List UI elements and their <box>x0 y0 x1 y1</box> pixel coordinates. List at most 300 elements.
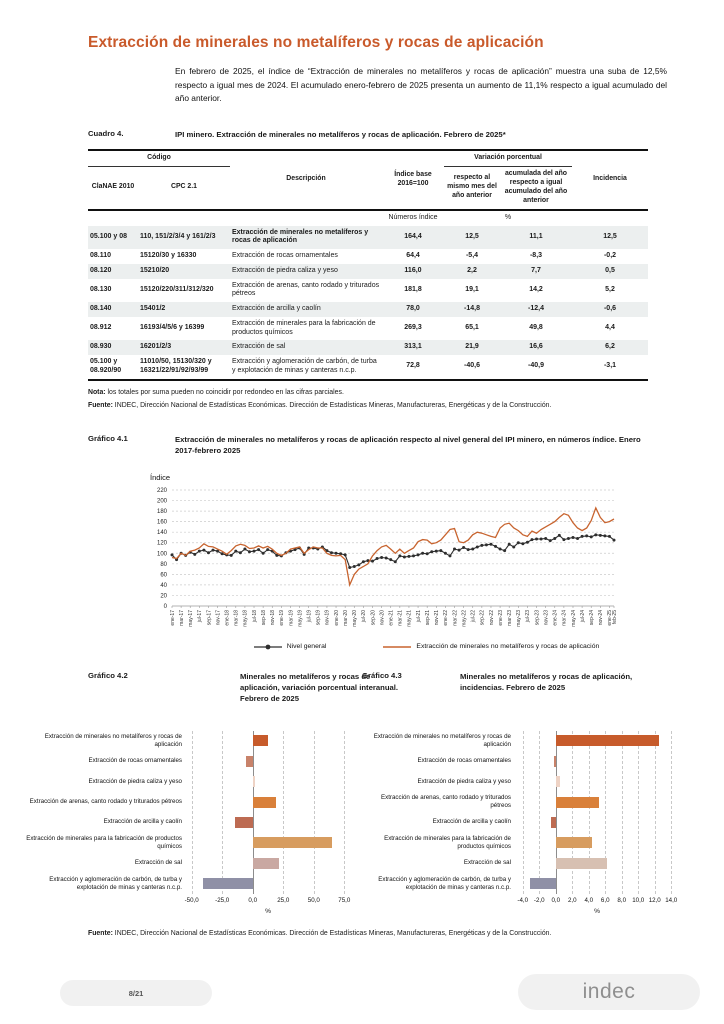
x-tick-label: sep-24 <box>589 609 596 625</box>
nivel-general-marker <box>421 551 424 554</box>
table-cell: 08.140 <box>90 305 112 313</box>
table-cell: -3,1 <box>603 362 617 370</box>
bar-category-label: Extracción de minerales para la fabricación de productos químicos <box>26 835 182 850</box>
table-cell: 2,2 <box>467 266 477 274</box>
table-cell: 16193/4/5/6 y 16399 <box>140 324 205 332</box>
nivel-general-marker <box>476 545 479 548</box>
x-tick-label: nov-21 <box>434 609 441 625</box>
bar-category-label: Extracción y aglomeración de carbón, de turba y explotación de minas y canteras n.c.p. <box>378 875 511 891</box>
nivel-general-marker <box>248 550 251 553</box>
nivel-general-marker <box>585 534 588 537</box>
x-tick-label: mar-17 <box>178 609 185 626</box>
nivel-general-marker <box>371 559 374 562</box>
bar-chart-plot <box>517 731 677 923</box>
x-tick-label: jul-17 <box>197 609 204 622</box>
x-tick-label: mar-23 <box>506 609 513 626</box>
charts-source: Fuente: INDEC, Dirección Nacional de Estadísticas Económicas. Dirección de Estadísticas Mineras, Manufactureras, Energéticas y de la Construcción. <box>88 929 552 937</box>
line-chart-legend <box>146 643 706 651</box>
nivel-general-marker <box>594 533 597 536</box>
x-tick-label: ene-20 <box>333 609 340 626</box>
x-tick-label: may-22 <box>461 609 468 627</box>
bar-category-label: Extracción de piedra caliza y yeso <box>88 777 182 785</box>
table-cell: 12,5 <box>465 232 479 240</box>
table-source: Fuente: INDEC, Dirección Nacional de Estadísticas Económicas. Dirección de Estadísticas Mineras, Manufactureras, Energéticas y de la Construcción. <box>88 401 552 409</box>
nivel-general-marker <box>549 539 552 542</box>
table-cell: Extracción de rocas ornamentales <box>232 252 338 260</box>
indec-logo-text: indec <box>582 980 636 1003</box>
table-units-row <box>88 210 648 226</box>
bar <box>554 756 556 767</box>
gridline <box>638 731 639 894</box>
x-tick-label: nov-23 <box>543 609 550 625</box>
nivel-general-marker <box>239 551 242 554</box>
bar-category-label: Extracción de arcilla y caolín <box>432 818 511 826</box>
nivel-general-marker <box>407 555 410 558</box>
bar-chart-variacion <box>22 731 351 923</box>
x-tick-label: may-19 <box>297 609 304 627</box>
nivel-general-marker <box>467 548 470 551</box>
line-chart-y-axis-title: Índice <box>150 472 171 482</box>
x-tick-label: ene-25 <box>607 609 614 626</box>
y-tick-label: 80 <box>160 561 167 568</box>
table-cell: 65,1 <box>465 324 479 332</box>
x-axis-title: % <box>265 907 271 915</box>
grafico-4-1-title: Extracción de minerales no metalíferos y rocas de aplicación respecto al nivel general del IPI minero, en números índice. Enero 2017-febrero 2025 <box>175 435 641 456</box>
table-cell: 4,4 <box>605 324 615 332</box>
gridline <box>192 731 193 894</box>
nivel-general-marker <box>530 538 533 541</box>
grafico-4-3-title: Minerales no metalíferos y rocas de aplicación, incidencias. Febrero de 2025 <box>460 671 633 692</box>
x-tick-label: may-17 <box>188 609 195 627</box>
bar <box>551 817 556 828</box>
bar-chart-labels <box>362 731 517 923</box>
table-cell: 16,6 <box>529 343 543 351</box>
x-tick-label: jul-20 <box>361 609 368 622</box>
table-cell: 08.120 <box>90 266 112 274</box>
nivel-general-marker <box>417 553 420 556</box>
bar-category-label: Extracción de minerales para la fabricación de productos químicos <box>384 835 511 850</box>
page-number-badge <box>60 980 212 1006</box>
nivel-general-marker <box>448 554 451 557</box>
x-tick-label: ene-24 <box>552 609 559 626</box>
y-tick-label: 60 <box>160 571 167 578</box>
graficos-4-2-4-3-headings <box>88 671 688 717</box>
x-tick-label: sep-23 <box>534 609 541 625</box>
extraccion-line-icon <box>382 643 412 651</box>
x-tick-label: nov-17 <box>215 609 222 625</box>
cuadro-4-table <box>88 149 648 381</box>
nivel-general-marker <box>499 547 502 550</box>
table-cell: 05.100 y 08 <box>90 232 127 240</box>
x-tick-label: -2,0 <box>533 896 545 904</box>
table-cell: 15120/220/311/312/320 <box>140 285 214 293</box>
table-row <box>88 279 648 303</box>
y-tick-label: 220 <box>156 487 167 494</box>
table-row <box>88 249 648 264</box>
table-cell: 164,4 <box>404 232 422 240</box>
nivel-general-marker <box>394 560 397 563</box>
x-tick-label: jul-18 <box>251 609 258 622</box>
nivel-general-marker <box>444 551 447 554</box>
zero-axis <box>556 731 557 894</box>
table-cell: 0,5 <box>605 266 615 274</box>
nivel-general-marker <box>412 554 415 557</box>
x-tick-label: nov-24 <box>598 609 605 625</box>
x-tick-label: mar-24 <box>561 609 568 626</box>
nivel-general-marker <box>544 537 547 540</box>
table-cell: 21,9 <box>465 343 479 351</box>
nivel-general-marker <box>330 551 333 554</box>
x-tick-label: jul-19 <box>306 609 313 622</box>
y-tick-label: 180 <box>156 508 167 515</box>
bar <box>556 837 592 848</box>
table-cell: 110, 151/2/3/4 y 161/2/3 <box>140 232 216 240</box>
bar <box>556 858 607 869</box>
nivel-general-marker <box>212 548 215 551</box>
x-tick-label: sep-20 <box>370 609 377 625</box>
x-tick-label: ene-22 <box>443 609 450 626</box>
table-cell: 6,2 <box>605 343 615 351</box>
col-clanae: ClaNAE 2010 <box>88 166 138 209</box>
table-cell: 14,2 <box>529 285 543 293</box>
y-tick-label: 140 <box>156 529 167 536</box>
x-tick-label: may-24 <box>570 609 577 627</box>
nivel-general-marker <box>462 546 465 549</box>
x-tick-label: sep-19 <box>315 609 322 625</box>
gridline <box>344 731 345 894</box>
nivel-general-marker <box>576 537 579 540</box>
x-tick-label: may-21 <box>406 609 413 627</box>
table-cell: -0,6 <box>603 305 617 313</box>
nivel-general-marker <box>193 552 196 555</box>
nivel-general-marker <box>485 543 488 546</box>
nivel-general-marker <box>471 547 474 550</box>
table-cell: 08.110 <box>90 252 112 260</box>
bar-category-label: Extracción y aglomeración de carbón, de turba y explotación de minas y canteras n.c.p. <box>49 875 182 891</box>
nivel-general-marker <box>198 549 201 552</box>
y-tick-label: 40 <box>160 582 167 589</box>
nivel-general-marker <box>435 549 438 552</box>
table-cell: 181,8 <box>404 285 422 293</box>
table-cell: -12,4 <box>528 305 544 313</box>
x-tick-label: 6,0 <box>600 896 610 904</box>
gridline <box>539 731 540 894</box>
bar-category-label: Extracción de minerales no metalíferos y rocas de aplicación <box>373 733 511 748</box>
nivel-general-marker <box>599 533 602 536</box>
nivel-general-marker <box>613 538 616 541</box>
x-tick-label: 75,0 <box>338 896 351 904</box>
nivel-general-marker <box>489 542 492 545</box>
x-tick-label: may-20 <box>352 609 359 627</box>
x-tick-label: nov-20 <box>379 609 386 625</box>
bar-chart-plot <box>184 731 351 923</box>
nivel-general-marker <box>480 543 483 546</box>
x-tick-label: 0,0 <box>248 896 258 904</box>
x-tick-label: nov-18 <box>270 609 277 625</box>
nivel-general-marker <box>348 566 351 569</box>
legend-nivel-general <box>253 643 327 651</box>
nivel-general-marker <box>567 537 570 540</box>
gridline <box>523 731 524 894</box>
bar <box>235 817 253 828</box>
bar-category-label: Extracción de arenas, canto rodado y triturados pétreos <box>380 794 511 809</box>
legend-label: Extracción de minerales no metalíferos y rocas de aplicación <box>416 643 600 651</box>
nivel-general-marker <box>503 549 506 552</box>
x-axis-title: % <box>594 907 600 915</box>
table-cell: Extracción de sal <box>232 343 286 351</box>
col-group-codigo: Código <box>88 150 230 166</box>
extraccion-line <box>172 508 614 585</box>
cuadro-4-title: IPI minero. Extracción de minerales no metalíferos y rocas de aplicación. Febrero de 2025* <box>175 129 506 139</box>
y-tick-label: 100 <box>156 550 167 557</box>
grafico-4-2-title: Minerales no metalíferos y rocas de aplicación, variación porcentual interanual. Febrero de 2025 <box>240 671 399 703</box>
nivel-general-marker <box>603 534 606 537</box>
bar-category-label: Extracción de rocas ornamentales <box>417 757 511 765</box>
col-indice-base: Índice base 2016=100 <box>382 150 444 210</box>
table-cell: 116,0 <box>404 266 422 274</box>
x-tick-label: may-23 <box>516 609 523 627</box>
table-row <box>88 317 648 341</box>
nivel-general-marker <box>353 565 356 568</box>
nivel-general-marker <box>439 549 442 552</box>
gridline <box>222 731 223 894</box>
table-cell: Extracción de minerales para la fabricación de productos químicos <box>232 319 376 336</box>
table-cell: 11010/50, 15130/320 y 16321/22/91/92/93/99 <box>140 358 212 374</box>
nivel-general-marker <box>243 547 246 550</box>
cuadro-4-label: Cuadro 4. <box>88 128 124 138</box>
x-tick-label: 12,0 <box>648 896 661 904</box>
units-variacion: % <box>504 213 512 221</box>
x-tick-label: ene-21 <box>388 609 395 626</box>
nivel-general-marker <box>430 550 433 553</box>
x-tick-label: -25,0 <box>215 896 230 904</box>
table-row <box>88 302 648 317</box>
gridline <box>283 731 284 894</box>
table-cell: Extracción y aglomeración de carbón, de turba y explotación de minas y canteras n.c.p. <box>232 358 377 374</box>
bar <box>556 776 560 787</box>
y-tick-label: 0 <box>163 603 167 610</box>
x-tick-label: mar-18 <box>233 609 240 626</box>
grafico-4-2-label: Gráfico 4.2 <box>88 670 128 680</box>
bar <box>530 878 556 889</box>
x-tick-label: 50,0 <box>307 896 320 904</box>
bar-charts-row <box>22 731 712 923</box>
table-cell: Extracción de arenas, canto rodado y triturados pétreos <box>232 281 380 298</box>
table-cell: Extracción de arcilla y caolín <box>232 305 321 313</box>
col-descripcion: Descripción <box>230 150 382 210</box>
nivel-general-marker <box>234 549 237 552</box>
nivel-general-marker <box>385 556 388 559</box>
x-tick-label: 0,0 <box>551 896 561 904</box>
intro-paragraph: En febrero de 2025, el índice de “Extracción de minerales no metalíferos y rocas de aplicación” muestra una suba de 12,5% respecto a igual mes de 2024. El acumulado enero-febrero de 2025 presenta un aumento de 11,1% respecto a igual acumulado del año anterior. <box>175 66 667 104</box>
bar-category-label: Extracción de arenas, canto rodado y triturados pétreos <box>29 798 182 806</box>
x-tick-label: jul-21 <box>415 609 422 622</box>
bar-category-label: Extracción de arcilla y caolín <box>103 818 182 826</box>
nivel-general-marker <box>221 552 224 555</box>
x-tick-label: mar-19 <box>288 609 295 626</box>
page-title: Extracción de minerales no metalíferos y rocas de aplicación <box>88 34 544 51</box>
y-tick-label: 20 <box>160 593 167 600</box>
x-tick-label: nov-19 <box>324 609 331 625</box>
x-tick-label: 25,0 <box>277 896 290 904</box>
line-chart <box>146 473 706 651</box>
x-tick-label: -4,0 <box>517 896 529 904</box>
x-tick-label: may-18 <box>242 609 249 627</box>
gridline <box>589 731 590 894</box>
x-tick-label: 2,0 <box>567 896 577 904</box>
x-tick-label: jul-24 <box>579 609 586 622</box>
table-cell: 269,3 <box>404 324 422 332</box>
x-tick-label: feb-25 <box>611 609 618 624</box>
bar <box>253 858 280 869</box>
grafico-4-3-label: Gráfico 4.3 <box>362 670 402 680</box>
nivel-general-marker <box>253 549 256 552</box>
table-cell: 08.912 <box>90 324 112 332</box>
nivel-general-marker <box>380 556 383 559</box>
table-cell: -0,2 <box>603 252 617 260</box>
cuadro-4-heading <box>88 129 688 140</box>
line-chart-plot <box>146 484 646 636</box>
gridline <box>605 731 606 894</box>
x-tick-label: jul-23 <box>525 609 532 622</box>
table-cell: 78,0 <box>406 305 420 313</box>
nivel-general-marker <box>362 560 365 563</box>
nivel-general-marker <box>517 541 520 544</box>
nivel-general-marker <box>458 548 461 551</box>
x-tick-label: ene-19 <box>279 609 286 626</box>
bar <box>253 735 268 746</box>
indec-logo <box>518 974 700 1010</box>
col-cpc: CPC 2.1 <box>138 166 230 209</box>
nivel-general-marker <box>266 548 269 551</box>
x-tick-label: sep-17 <box>206 609 213 625</box>
grafico-4-1-heading <box>88 434 688 456</box>
gridline <box>671 731 672 894</box>
table-cell: -40,6 <box>464 362 480 370</box>
nivel-general-marker <box>581 535 584 538</box>
nivel-general-marker <box>357 563 360 566</box>
nivel-general-marker <box>521 542 524 545</box>
bar-category-label: Extracción de sal <box>134 859 182 867</box>
table-cell: 05.100 y 08.920/90 <box>90 358 122 374</box>
units-indice: Números índice <box>388 213 438 221</box>
bar <box>246 756 253 767</box>
table-cell: 12,5 <box>603 232 617 240</box>
x-tick-label: 14,0 <box>665 896 678 904</box>
nivel-general-marker <box>508 542 511 545</box>
x-tick-label: sep-22 <box>479 609 486 625</box>
table-cell: Extracción de minerales no metalíferos y rocas de aplicación <box>232 228 369 245</box>
table-cell: 7,7 <box>531 266 541 274</box>
col-group-variacion: Variación porcentual <box>444 150 572 166</box>
table-row <box>88 226 648 250</box>
x-tick-label: mar-20 <box>342 609 349 626</box>
table-cell: -8,3 <box>529 252 543 260</box>
nivel-general-marker <box>403 555 406 558</box>
y-tick-label: 120 <box>156 540 167 547</box>
bar <box>203 878 253 889</box>
x-tick-label: 10,0 <box>632 896 645 904</box>
table-cell: 11,1 <box>529 232 543 240</box>
zero-axis <box>253 731 254 894</box>
table-cell: 19,1 <box>465 285 479 293</box>
nivel-general-marker <box>608 535 611 538</box>
table-cell: -14,8 <box>464 305 480 313</box>
table-cell: 16201/2/3 <box>140 343 172 351</box>
nivel-general-marker <box>590 535 593 538</box>
nivel-general-marker <box>512 545 515 548</box>
table-cell: 49,8 <box>529 324 543 332</box>
col-incidencia: Incidencia <box>572 150 648 210</box>
table-cell: 15120/30 y 16330 <box>140 252 197 260</box>
nivel-general-marker <box>494 545 497 548</box>
bar <box>556 735 659 746</box>
x-tick-label: 8,0 <box>617 896 627 904</box>
nivel-general-marker <box>202 548 205 551</box>
table-cell: -5,4 <box>465 252 479 260</box>
table-cell: Extracción de piedra caliza y yeso <box>232 266 338 274</box>
nivel-general-marker <box>426 552 429 555</box>
nivel-general-marker <box>389 558 392 561</box>
table-cell: 15401/2 <box>140 305 166 313</box>
legend-extraccion <box>382 643 599 651</box>
x-tick-label: 4,0 <box>584 896 594 904</box>
nivel-general-marker <box>262 551 265 554</box>
nivel-general-marker <box>562 538 565 541</box>
nivel-general-line-marker-icon <box>253 643 283 651</box>
nivel-general-marker <box>540 537 543 540</box>
table-cell: 5,2 <box>605 285 615 293</box>
y-tick-label: 200 <box>156 498 167 505</box>
table-cell: -40,9 <box>528 362 544 370</box>
nivel-general-marker <box>344 553 347 556</box>
nivel-general-marker <box>207 551 210 554</box>
table-cell: 313,1 <box>404 343 422 351</box>
bar-category-label: Extracción de minerales no metalíferos y rocas de aplicación <box>44 733 182 748</box>
nivel-general-marker <box>526 540 529 543</box>
table-row <box>88 264 648 279</box>
table-group-header-row <box>88 150 648 166</box>
table-cell: 72,8 <box>406 362 420 370</box>
table-row <box>88 355 648 380</box>
nivel-general-marker <box>257 548 260 551</box>
x-tick-label: ene-23 <box>497 609 504 626</box>
nivel-general-marker <box>553 537 556 540</box>
nivel-general-marker <box>230 553 233 556</box>
nivel-general-marker <box>558 533 561 536</box>
gridline <box>314 731 315 894</box>
x-tick-label: mar-22 <box>452 609 459 626</box>
x-tick-label: ene-18 <box>224 609 231 626</box>
bar-category-label: Extracción de sal <box>463 859 511 867</box>
gridline <box>572 731 573 894</box>
bar <box>253 797 276 808</box>
x-tick-label: nov-22 <box>488 609 495 625</box>
nivel-general-marker <box>171 553 174 556</box>
gridline <box>655 731 656 894</box>
grafico-4-1-label: Gráfico 4.1 <box>88 434 128 444</box>
table-row <box>88 340 648 355</box>
table-note: Nota: los totales por suma pueden no coincidir por redondeo en las cifras parciales. <box>88 388 344 396</box>
bar-chart-labels <box>22 731 188 923</box>
x-tick-label: -50,0 <box>184 896 199 904</box>
nivel-general-marker <box>453 547 456 550</box>
nivel-general-marker <box>398 554 401 557</box>
bar-category-label: Extracción de piedra caliza y yeso <box>417 777 511 785</box>
x-tick-label: sep-18 <box>260 609 267 625</box>
table-cell: 08.930 <box>90 343 112 351</box>
bar <box>253 837 333 848</box>
